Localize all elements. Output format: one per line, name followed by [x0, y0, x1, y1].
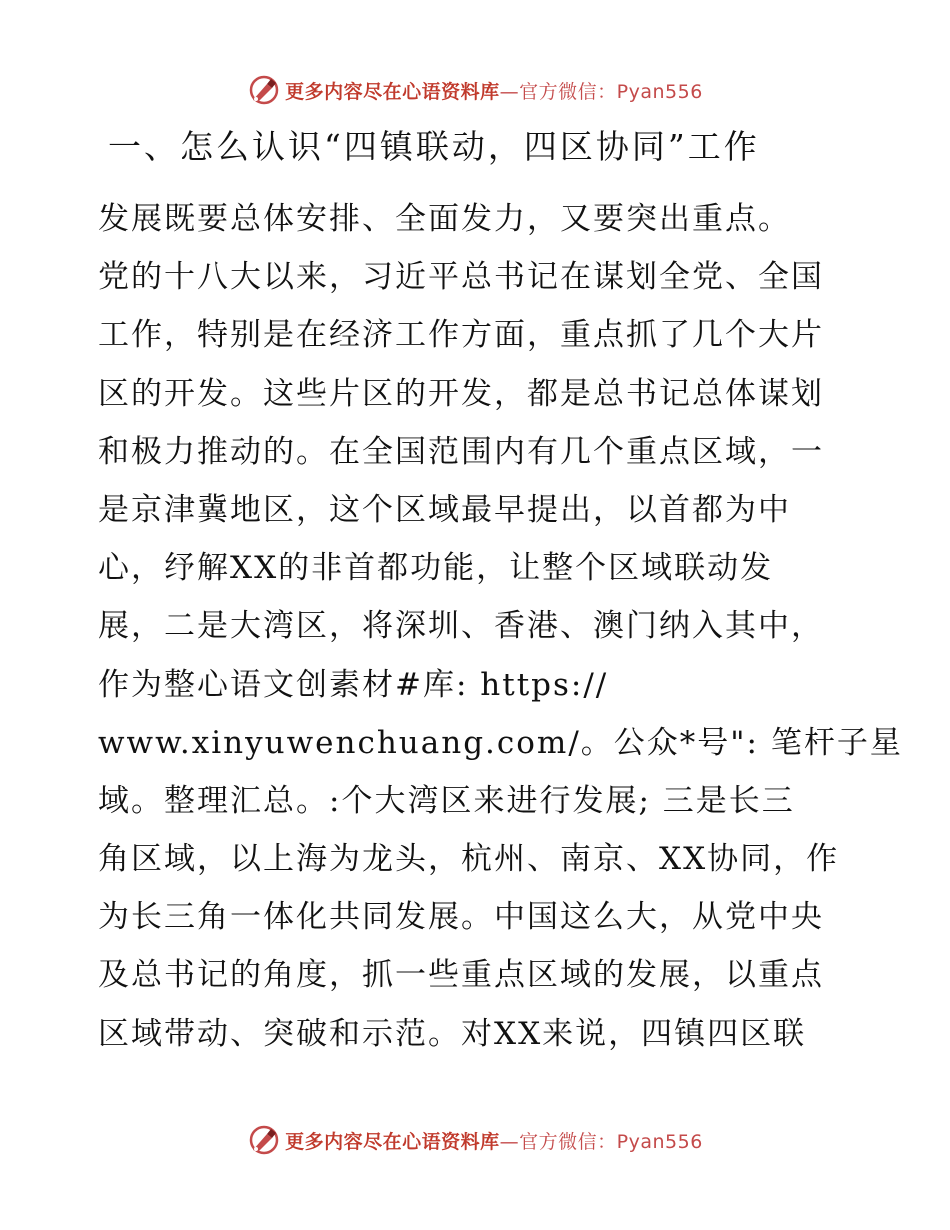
body-line: 区域带动、突破和示范。对XX来说，四镇四区联 — [98, 1015, 807, 1052]
footer-site-text: 更多内容尽在心语资料库 — [285, 1130, 500, 1153]
section-title: 一、怎么认识“四镇联动，四区协同”工作 — [108, 127, 760, 166]
body-paragraph — [98, 190, 903, 1063]
footer-wechat-text: 官方微信：Pyan556 — [519, 1130, 703, 1153]
body-line: 发展既要总体安排、全面发力，又要突出重点。 — [98, 201, 791, 237]
footer-banner-text — [285, 1127, 703, 1154]
body-line: 区的开发。这些片区的开发，都是总书记总体谋划 — [98, 375, 824, 412]
body-line: 党的十八大以来，习近平总书记在谋划全党、全国 — [98, 259, 824, 296]
body-line: 作为整心语文创素材#库: https:// — [98, 666, 609, 703]
body-line: 为长三角一体化共同发展。中国这么大，从党中央 — [98, 899, 824, 936]
body-line: 工作，特别是在经济工作方面，重点抓了几个大片 — [98, 317, 824, 354]
body-line: 及总书记的角度，抓一些重点区域的发展，以重点 — [98, 957, 824, 994]
footer-banner — [0, 1120, 950, 1160]
header-wechat-text: 官方微信：Pyan556 — [519, 80, 703, 103]
header-separator: — — [499, 80, 520, 103]
body-line: 展，二是大湾区，将深圳、香港、澳门纳入其中， — [98, 608, 824, 645]
body-line: 和极力推动的。在全国范围内有几个重点区域，一 — [98, 433, 824, 470]
header-site-text: 更多内容尽在心语资料库 — [285, 80, 500, 103]
body-line: 是京津冀地区，这个区域最早提出，以首都为中 — [98, 491, 791, 528]
pen-logo-icon — [247, 1123, 281, 1157]
header-banner-text — [285, 77, 703, 104]
body-line: 心，纾解XX的非首都功能，让整个区域联动发 — [98, 550, 774, 587]
pen-logo-icon — [247, 73, 281, 107]
body-line: www.xinyuwenchuang.com/。公众*号": 笔杆子星 — [98, 724, 903, 761]
header-banner — [0, 70, 950, 110]
footer-separator: — — [499, 1130, 520, 1153]
body-line: 域。整理汇总。:个大湾区来进行发展; 三是长三 — [98, 782, 795, 819]
body-line: 角区域，以上海为龙头，杭州、南京、XX协同，作 — [98, 841, 840, 878]
